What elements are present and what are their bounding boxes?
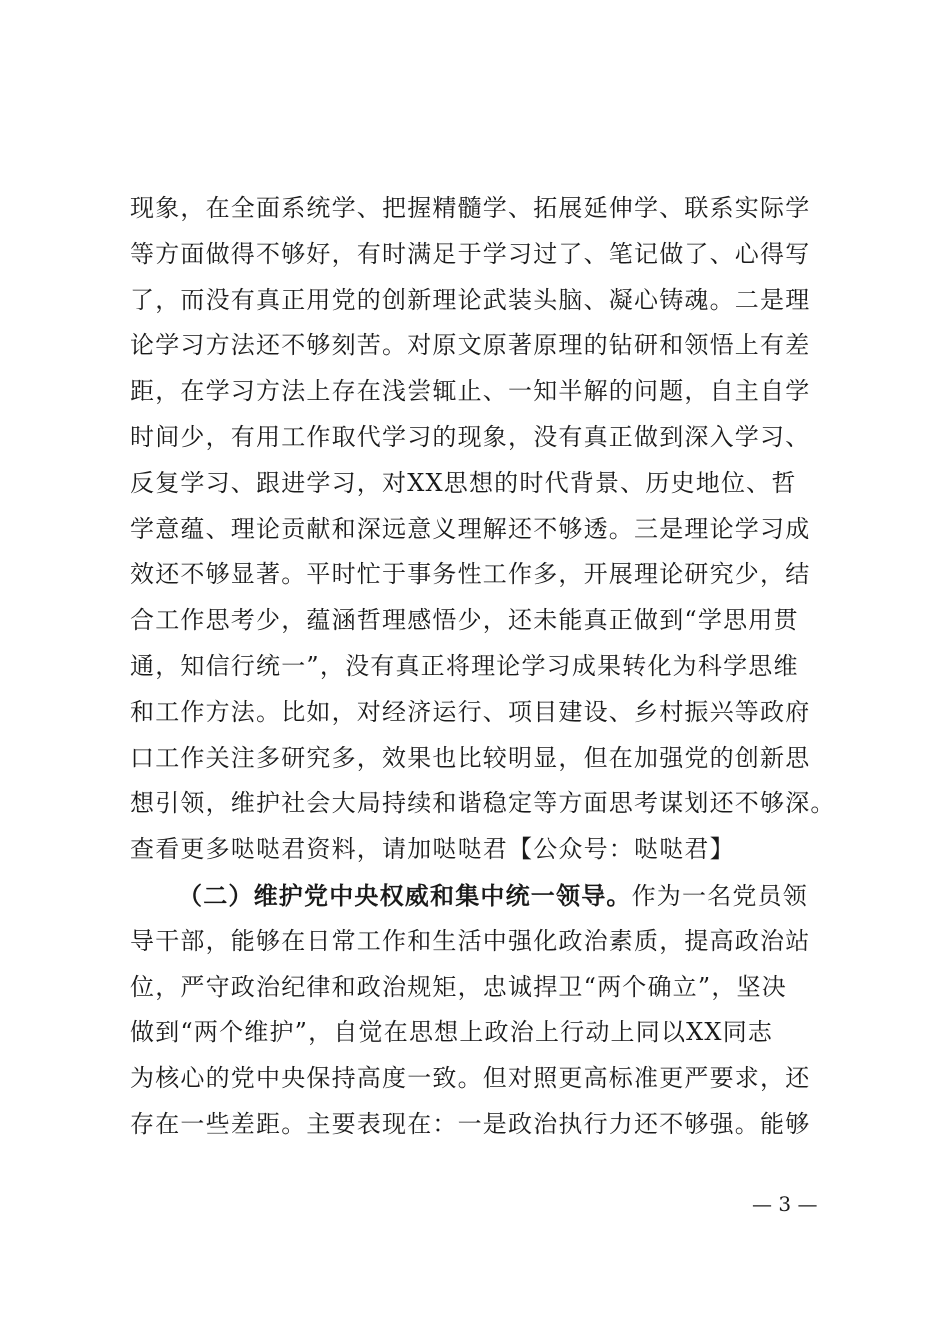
text-line: 距，在学习方法上存在浅尝辄止、一知半解的问题，自主自学 xyxy=(130,377,811,406)
text-line: 存在一些差距。主要表现在：一是政治执行力还不够强。能够 xyxy=(130,1109,811,1138)
text-line: 通，知信行统一”，没有真正将理论学习成果转化为科学思维 xyxy=(130,651,799,680)
text-line: 想引领，维护社会大局持续和谐稳定等方面思考谋划还不够深。 xyxy=(130,789,836,818)
text-line: 现象，在全面系统学、把握精髓学、拓展延伸学、联系实际学 xyxy=(130,194,811,222)
section-first-line-text: 作为一名党员领 xyxy=(631,881,809,910)
text-line: 和工作方法。比如，对经济运行、项目建设、乡村振兴等政府 xyxy=(130,697,811,726)
text-line: 论学习方法还不够刻苦。对原文原著原理的钻研和领悟上有差 xyxy=(130,331,811,360)
section-first-line xyxy=(130,873,830,919)
text-line: 效还不够显著。平时忙于事务性工作多，开展理论研究少，结 xyxy=(130,560,811,589)
paragraph-1 xyxy=(130,186,836,873)
section-heading: （二）维护党中央权威和集中统一领导。 xyxy=(178,880,632,910)
text-line: 时间少，有用工作取代学习的现象，没有真正做到深入学习、 xyxy=(130,422,811,451)
text-line: 等方面做得不够好，有时满足于学习过了、笔记做了、心得写 xyxy=(130,239,811,268)
text-line: 做到“两个维护”，自觉在思想上政治上行动上同以XX同志 xyxy=(130,1018,774,1047)
text-line: 反复学习、跟进学习，对XX思想的时代背景、历史地位、哲 xyxy=(130,468,797,497)
page-number: — 3 — xyxy=(752,1192,818,1216)
text-line: 为核心的党中央保持高度一致。但对照更高标准更严要求，还 xyxy=(130,1064,811,1093)
text-line: 学意蕴、理论贡献和深远意义理解还不够透。三是理论学习成 xyxy=(130,514,811,543)
promo-line: 查看更多哒哒君资料，请加哒哒君【公众号：哒哒君】 xyxy=(130,835,735,864)
body-text xyxy=(130,186,836,1148)
text-line: 了，而没有真正用党的创新理论武装头脑、凝心铸魂。二是理 xyxy=(130,285,811,314)
paragraph-2 xyxy=(130,873,830,1148)
text-line: 导干部，能够在日常工作和生活中强化政治素质，提高政治站 xyxy=(130,926,811,955)
text-line: 合工作思考少，蕴涵哲理感悟少，还未能真正做到“学思用贯 xyxy=(130,606,799,635)
text-line: 位，严守政治纪律和政治规矩，忠诚捍卫“两个确立”，坚决 xyxy=(130,972,787,1001)
text-line: 口工作关注多研究多，效果也比较明显，但在加强党的创新思 xyxy=(130,743,811,772)
